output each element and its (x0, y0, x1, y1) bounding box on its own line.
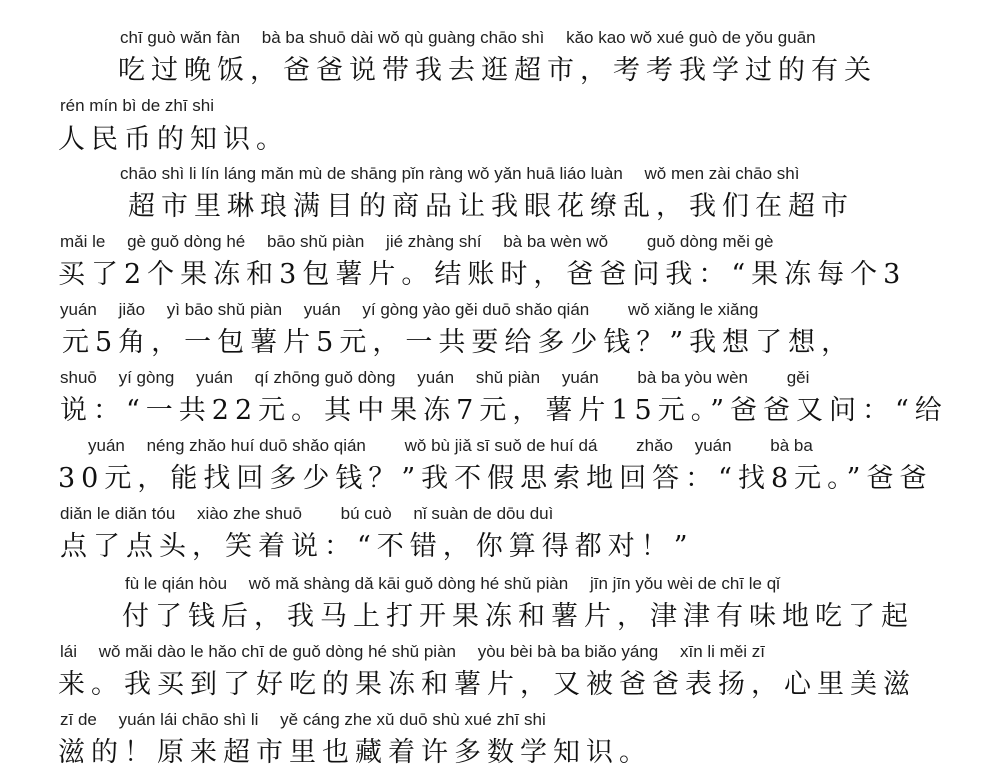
hanzi-line: 付了钱后，我马上打开果冻和薯片，津津有味地吃了起 (122, 601, 914, 632)
hanzi-line: 说：“一共22元。其中果冻7元，薯片15元。”爸爸又问：“给 (60, 395, 948, 426)
pinyin-line: zī de yuán lái chāo shì li yě cáng zhe xǔ duō shù xué zhī shi (60, 710, 546, 729)
pinyin-line: rén mín bì de zhī shi (60, 96, 215, 115)
hanzi-line: 吃过晚饭，爸爸说带我去逛超市，考考我学过的有关 (118, 55, 877, 86)
hanzi-line: 超市里琳琅满目的商品让我眼花缭乱，我们在超市 (128, 191, 854, 222)
hanzi-line: 30元，能找回多少钱？”我不假思索地回答：“找8元。”爸爸 (58, 463, 933, 494)
hanzi-line: 点了点头，笑着说：“不错，你算得都对！” (60, 531, 694, 562)
pinyin-line: fù le qián hòu wǒ mǎ shàng dǎ kāi guǒ dòng hé shǔ piàn jīn jīn yǒu wèi de chī le qǐ (125, 574, 780, 593)
hanzi-line: 买了2个果冻和3包薯片。结账时，爸爸问我：“果冻每个3 (58, 259, 907, 290)
hanzi-line: 元5角，一包薯片5元，一共要给多少钱？”我想了想， (62, 327, 855, 358)
pinyin-line: chāo shì li lín láng mǎn mù de shāng pǐn ràng wǒ yǎn huā liáo luàn wǒ men zài chāo shì (120, 164, 800, 183)
hanzi-line: 滋的！原来超市里也藏着许多数学知识。 (58, 737, 652, 768)
hanzi-line: 人民币的知识。 (58, 124, 289, 155)
pinyin-line: yuán néng zhǎo huí duō shǎo qián wǒ bù jiǎ sī suǒ de huí dá zhǎo yuán bà ba (88, 436, 813, 455)
pinyin-line: lái wǒ mǎi dào le hǎo chī de guǒ dòng hé shǔ piàn yòu bèi bà ba biǎo yáng xīn li měi zī (60, 642, 765, 661)
hanzi-line: 来。我买到了好吃的果冻和薯片，又被爸爸表扬，心里美滋 (58, 669, 916, 700)
pinyin-line: diǎn le diǎn tóu xiào zhe shuō bú cuò nǐ suàn de dōu duì (60, 504, 554, 523)
pinyin-line: yuán jiǎo yì bāo shǔ piàn yuán yí gòng yào gěi duō shǎo qián wǒ xiǎng le xiǎng (60, 300, 759, 319)
pinyin-line: chī guò wǎn fàn bà ba shuō dài wǒ qù guàng chāo shì kǎo kao wǒ xué guò de yǒu guān (120, 28, 816, 47)
pinyin-line: mǎi le gè guǒ dòng hé bāo shǔ piàn jié zhàng shí bà ba wèn wǒ guǒ dòng měi gè (60, 232, 774, 251)
pinyin-line: shuō yí gòng yuán qí zhōng guǒ dòng yuán shǔ piàn yuán bà ba yòu wèn gěi (60, 368, 810, 387)
